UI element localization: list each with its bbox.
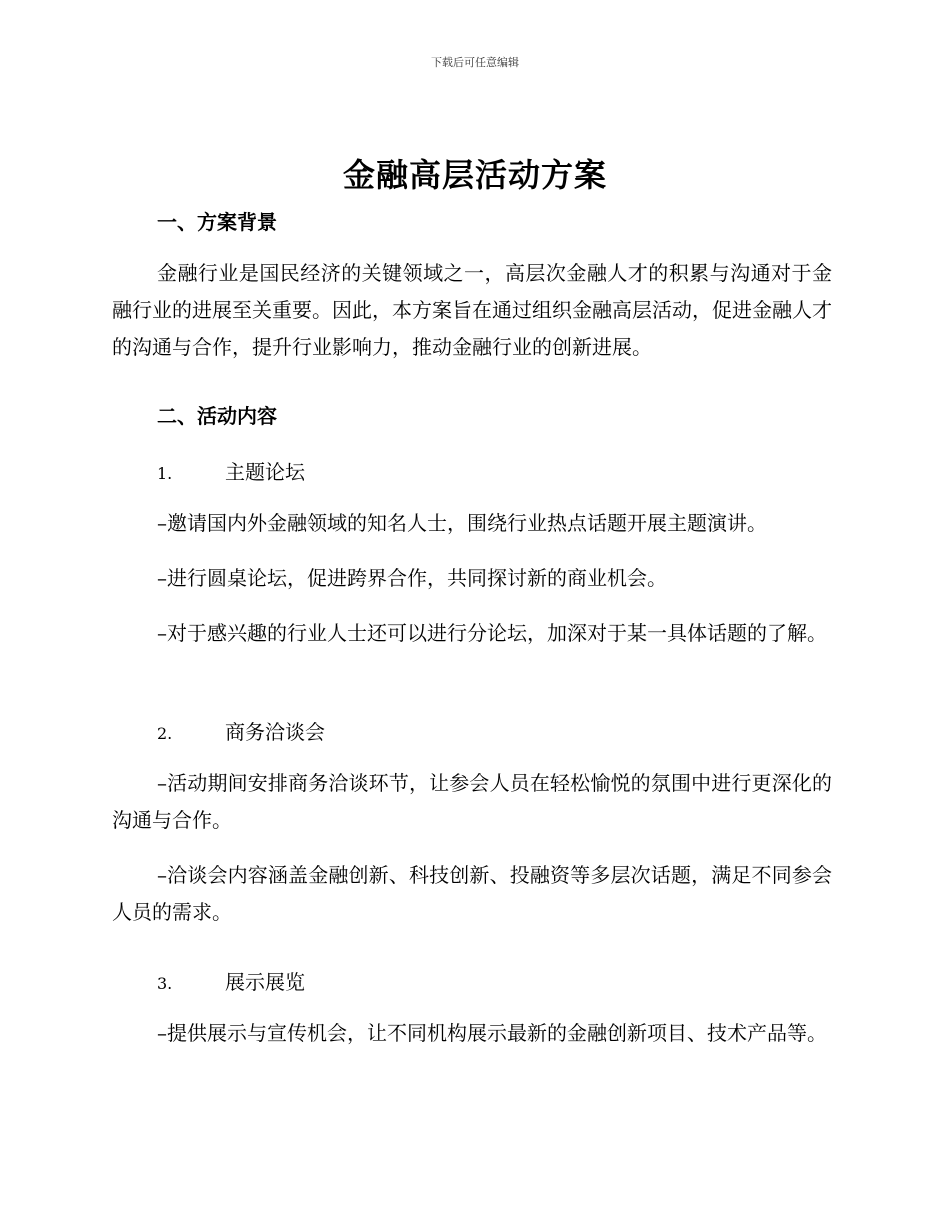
list-item-number: 2. xyxy=(157,724,173,743)
bullet-paragraph: –邀请国内外金融领域的知名人士，围绕行业热点话题开展主题演讲。 xyxy=(157,511,767,535)
list-item-heading-1 xyxy=(157,456,305,485)
list-item-number: 3. xyxy=(157,974,173,993)
section-heading-content: 二、活动内容 xyxy=(157,404,277,428)
bullet-paragraph: –提供展示与宣传机会，让不同机构展示最新的金融创新项目、技术产品等。 xyxy=(157,1021,827,1045)
list-item-heading-2 xyxy=(157,716,325,745)
bullet-paragraph: –对于感兴趣的行业人士还可以进行分论坛，加深对于某一具体话题的了解。 xyxy=(157,621,827,645)
list-item-number: 1. xyxy=(157,464,173,483)
bullet-paragraph: –活动期间安排商务洽谈环节，让参会人员在轻松愉悦的氛围中进行更深化的沟通与合作。 xyxy=(112,771,832,832)
list-item-title: 主题论坛 xyxy=(225,460,305,484)
page-title: 金融高层活动方案 xyxy=(342,156,607,194)
bullet-paragraph: –洽谈会内容涵盖金融创新、科技创新、投融资等多层次话题，满足不同参会人员的需求。 xyxy=(112,863,832,924)
list-item-title: 商务洽谈会 xyxy=(225,720,325,744)
background-paragraph: 金融行业是国民经济的关键领域之一，高层次金融人才的积累与沟通对于金融行业的进展至关重要。因此，本方案旨在通过组织金融高层活动，促进金融人才的沟通与合作，提升行业影响力，推动金融行业的创新进展。 xyxy=(112,261,832,359)
section-heading-background: 一、方案背景 xyxy=(157,210,277,234)
header-note: 下载后可任意编辑 xyxy=(431,56,519,69)
list-item-heading-3 xyxy=(157,966,305,995)
list-item-title: 展示展览 xyxy=(225,970,305,994)
bullet-paragraph: –进行圆桌论坛，促进跨界合作，共同探讨新的商业机会。 xyxy=(157,566,667,590)
